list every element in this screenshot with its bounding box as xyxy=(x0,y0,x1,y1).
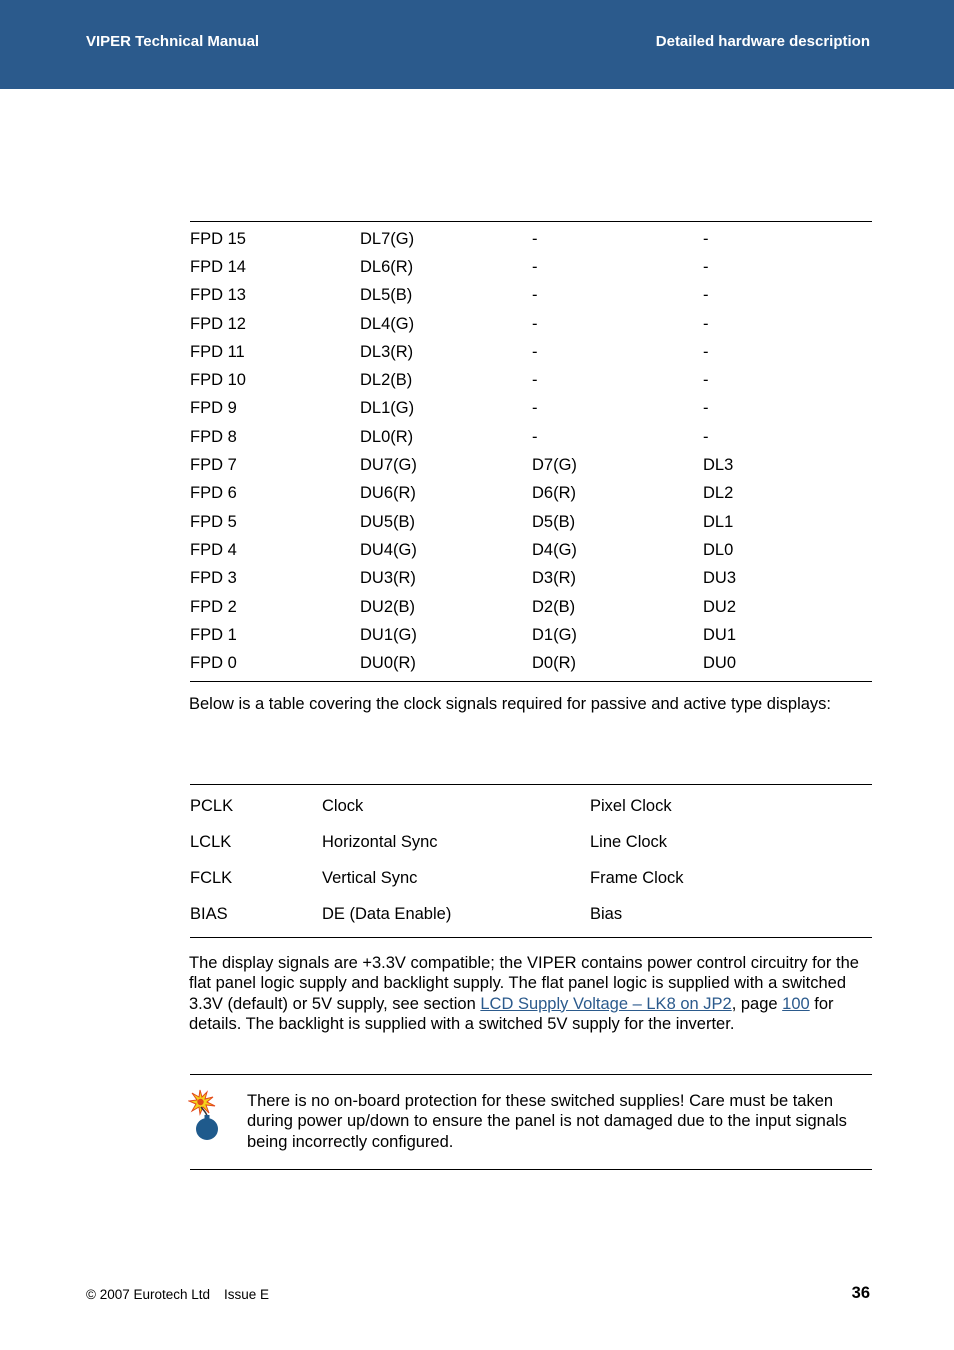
table-cell: DU6(R) xyxy=(360,484,416,503)
clock-table-row xyxy=(190,824,872,860)
signal-table-row xyxy=(190,593,872,621)
table-cell: D1(G) xyxy=(532,625,577,644)
table-cell: FPD 14 xyxy=(190,257,246,276)
table-cell: FPD 12 xyxy=(190,314,246,333)
signal-table-row xyxy=(190,395,872,423)
table-cell: DL0(R) xyxy=(360,427,414,446)
table-cell: D2(B) xyxy=(532,597,576,616)
table-cell: - xyxy=(532,229,538,248)
paragraph-text: for details. The backlight is supplied with a switched 5V supply for the inverter. xyxy=(189,994,834,1033)
bomb-icon xyxy=(188,1089,222,1141)
warning-text: There is no on-board protection for these switched supplies! Care must be taken during power up/down to ensure the panel is not damaged due to the input signals being incorrectly configured. xyxy=(247,1092,847,1151)
table-cell: FCLK xyxy=(190,868,233,887)
table-cell: FPD 13 xyxy=(190,286,246,305)
table-cell: DE (Data Enable) xyxy=(322,905,452,924)
table-cell: - xyxy=(532,342,538,361)
table-cell: DL3 xyxy=(703,456,734,475)
clock-table-row xyxy=(190,788,872,824)
table-cell: Clock xyxy=(322,796,364,815)
table-cell: BIAS xyxy=(190,905,228,924)
table-cell: - xyxy=(532,371,538,390)
table-cell: D5(B) xyxy=(532,512,576,531)
table-cell: FPD 0 xyxy=(190,654,237,673)
signal-table-row xyxy=(190,225,872,253)
signal-table-row xyxy=(190,253,872,281)
lcd-supply-voltage-link[interactable]: LCD Supply Voltage – LK8 on JP2 xyxy=(480,994,732,1013)
table-cell: - xyxy=(703,257,709,276)
table-cell: - xyxy=(532,314,538,333)
warning-box xyxy=(190,1074,872,1170)
table-cell: DL1(G) xyxy=(360,399,415,418)
table-cell: D0(R) xyxy=(532,654,576,673)
table-cell: Pixel Clock xyxy=(590,796,672,815)
issue-text: Issue E xyxy=(224,1287,270,1302)
table-cell: Bias xyxy=(590,905,623,924)
table-cell: FPD 3 xyxy=(190,569,237,588)
table-cell: Horizontal Sync xyxy=(322,832,438,851)
signal-table-row xyxy=(190,423,872,451)
table-cell: DU0 xyxy=(703,654,737,673)
table-cell: - xyxy=(532,257,538,276)
table-cell: LCLK xyxy=(190,832,232,851)
manual-title: VIPER Technical Manual xyxy=(86,33,260,50)
section-title: Detailed hardware description xyxy=(655,33,870,50)
clock-table-row xyxy=(190,897,872,933)
table-cell: DU0(R) xyxy=(360,654,416,673)
power-supply-paragraph xyxy=(189,953,869,1034)
table-cell: PCLK xyxy=(190,796,234,815)
table-cell: DU7(G) xyxy=(360,456,417,475)
table-cell: FPD 15 xyxy=(190,229,246,248)
table-cell: DL4(G) xyxy=(360,314,415,333)
table-cell: DU3(R) xyxy=(360,569,416,588)
page-footer xyxy=(86,1287,269,1302)
table-cell: Line Clock xyxy=(590,832,668,851)
table-cell: DL2(B) xyxy=(360,371,413,390)
signal-table-row xyxy=(190,480,872,508)
signal-table-row xyxy=(190,366,872,394)
table-cell: DL6(R) xyxy=(360,257,414,276)
table-cell: D4(G) xyxy=(532,540,577,559)
table-cell: DU2 xyxy=(703,597,737,616)
signal-table-row xyxy=(190,649,872,677)
copyright-text: © 2007 Eurotech Ltd xyxy=(86,1287,211,1302)
signal-table-row xyxy=(190,508,872,536)
table-cell: - xyxy=(703,314,709,333)
table-cell: - xyxy=(703,371,709,390)
page-100-link[interactable]: 100 xyxy=(782,994,810,1013)
paragraph-text: The display signals are +3.3V compatible; the VIPER contains power control circuitry for the flat panel logic supply and backlight supply. The flat panel logic is supplied with a switched 3.3V (default) or 5V supply, see section xyxy=(189,954,859,1013)
signal-table-row xyxy=(190,282,872,310)
signal-table-row xyxy=(190,536,872,564)
table-cell: - xyxy=(532,286,538,305)
page-number: 36 xyxy=(851,1284,870,1302)
table-cell: DU1 xyxy=(703,625,737,644)
table-cell: Frame Clock xyxy=(590,868,684,887)
table-cell: FPD 9 xyxy=(190,399,237,418)
table-cell: FPD 2 xyxy=(190,597,237,616)
table-cell: DL7(G) xyxy=(360,229,415,248)
table-cell: FPD 7 xyxy=(190,456,237,475)
table-cell: DU2(B) xyxy=(360,597,416,616)
table-cell: FPD 6 xyxy=(190,484,237,503)
signal-table-row xyxy=(190,565,872,593)
table-cell: FPD 11 xyxy=(190,342,245,361)
clock-intro-paragraph: Below is a table covering the clock signals required for passive and active type displays: xyxy=(189,695,832,713)
table-cell: FPD 10 xyxy=(190,371,246,390)
table-cell: D3(R) xyxy=(532,569,576,588)
table-cell: FPD 8 xyxy=(190,427,237,446)
table-cell: - xyxy=(532,427,538,446)
table-cell: DU4(G) xyxy=(360,540,417,559)
table-cell: D7(G) xyxy=(532,456,577,475)
table-cell: - xyxy=(532,399,538,418)
table-cell: - xyxy=(703,229,709,248)
table-cell: DU5(B) xyxy=(360,512,416,531)
table-cell: DL2 xyxy=(703,484,734,503)
clock-table-row xyxy=(190,860,872,896)
table-cell: FPD 1 xyxy=(190,625,237,644)
signal-table-row xyxy=(190,310,872,338)
signal-table-row xyxy=(190,451,872,479)
signal-mapping-table xyxy=(190,221,872,682)
table-cell: DL5(B) xyxy=(360,286,413,305)
signal-table-row xyxy=(190,338,872,366)
table-cell: DL3(R) xyxy=(360,342,414,361)
table-cell: - xyxy=(703,427,709,446)
table-cell: FPD 4 xyxy=(190,540,237,559)
table-cell: - xyxy=(703,286,709,305)
table-cell: Vertical Sync xyxy=(322,868,418,887)
table-cell: - xyxy=(703,399,709,418)
table-cell: - xyxy=(703,342,709,361)
table-cell: D6(R) xyxy=(532,484,576,503)
table-cell: DU1(G) xyxy=(360,625,417,644)
clock-signal-table xyxy=(190,784,872,938)
table-cell: DL0 xyxy=(703,540,734,559)
paragraph-text: , page xyxy=(731,994,783,1013)
table-cell: FPD 5 xyxy=(190,512,237,531)
page-header xyxy=(0,0,954,89)
table-cell: DL1 xyxy=(703,512,734,531)
table-cell: DU3 xyxy=(703,569,737,588)
signal-table-row xyxy=(190,621,872,649)
